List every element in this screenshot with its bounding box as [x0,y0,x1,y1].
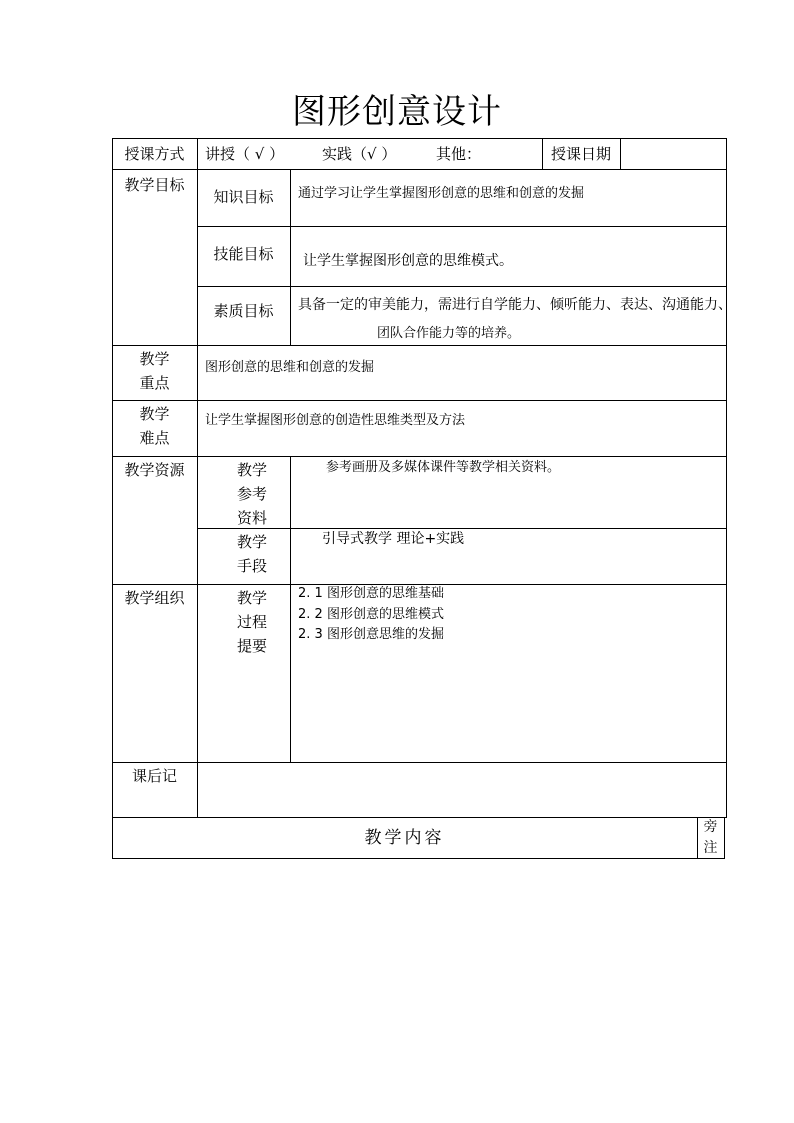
grid-line [112,817,727,818]
date-label: 授课日期 [550,145,611,163]
grid-line [112,858,725,859]
ref-label-3: 资料 [236,509,267,527]
knowledge-label: 知识目标 [213,188,274,206]
grid-line [112,138,727,139]
grid-line [112,762,727,763]
ref-text: 参考画册及多媒体课件等教学相关资料。 [326,460,561,475]
grid-line [112,456,727,457]
knowledge-text: 通过学习让学生掌握图形创意的思维和创意的发掘 [298,186,585,201]
side-note-2: 注 [703,840,718,856]
method-label: 授课方式 [124,145,185,163]
grid-line [112,138,113,859]
grid-line [620,138,621,169]
quality-text-line1: 具备一定的审美能力，需进行自学能力、倾听能力、表达、沟通能力、 [298,297,732,313]
process-label-2: 过程 [236,613,267,631]
postscript-label: 课后记 [131,767,177,785]
difficulties-label-2: 难点 [139,429,170,447]
grid-line [726,138,727,818]
key-points-text: 图形创意的思维和创意的发掘 [205,360,375,375]
resources-label: 教学资源 [124,461,185,479]
grid-line [290,169,291,346]
organization-label: 教学组织 [124,589,185,607]
grid-line [197,762,198,817]
content-header: 教学内容 [364,828,445,848]
grid-line [112,345,727,346]
process-item-3: 2. 3 图形创意思维的发掘 [298,627,444,642]
difficulties-label-1: 教学 [139,405,170,423]
grid-line [197,345,198,456]
quality-text-line2: 团队合作能力等的培养。 [377,326,521,341]
page-title: 图形创意设计 [292,92,502,132]
other-option: 其他： [436,145,482,163]
grid-line [197,138,198,169]
key-points-label-2: 重点 [139,374,170,392]
skill-text: 让学生掌握图形创意的思维模式。 [303,253,513,269]
means-label-1: 教学 [236,533,267,551]
lecture-option: 讲授（ √ ） [205,145,285,163]
key-points-label-1: 教学 [139,350,170,368]
means-text: 引导式教学 理论+实践 [322,531,465,547]
quality-label: 素质目标 [213,302,274,320]
ref-label-1: 教学 [236,461,267,479]
objectives-label: 教学目标 [124,176,185,194]
grid-line [112,400,727,401]
grid-line [724,817,725,859]
grid-line [197,226,727,227]
process-label-3: 提要 [236,637,267,655]
process-item-2: 2. 2 图形创意的思维模式 [298,607,444,622]
side-note-1: 旁 [703,819,718,835]
process-item-1: 2. 1 图形创意的思维基础 [298,586,444,601]
skill-label: 技能目标 [213,245,274,263]
process-label-1: 教学 [236,589,267,607]
grid-line [197,286,727,287]
means-label-2: 手段 [236,557,267,575]
ref-label-2: 参考 [236,485,267,503]
grid-line [112,169,727,170]
difficulties-text: 让学生掌握图形创意的创造性思维类型及方法 [205,413,466,428]
practice-option: 实践（√ ） [322,145,397,163]
